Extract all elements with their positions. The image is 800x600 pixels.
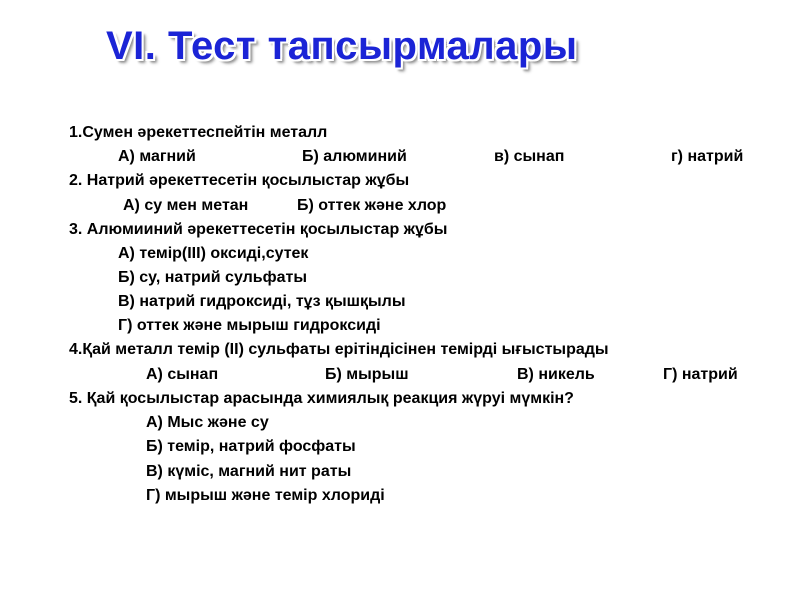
question-1-option-c: в) сынап	[494, 148, 565, 165]
question-2-text: 2. Натрий әрекеттесетін қосылыстар жұбы	[69, 172, 410, 189]
question-3-option-a: А) темір(ІІІ) оксиді,сутек	[118, 245, 309, 262]
question-5-option-a: А) Мыс және су	[146, 414, 269, 431]
question-4-option-c: В) никель	[517, 366, 595, 383]
question-5-option-c: В) күміс, магний нит раты	[146, 463, 352, 480]
question-3-text: 3. Алюмииний әрекеттесетін қосылыстар жұбы	[69, 221, 448, 238]
question-4-option-b: Б) мырыш	[325, 366, 409, 383]
question-4-option-d: Г) натрий	[663, 366, 738, 383]
question-4-option-a: А) сынап	[146, 366, 219, 383]
question-4-text: 4.Қай металл темір (ІІ) сульфаты ерітіндісінен темірді ығыстырады	[69, 341, 609, 358]
question-3-option-c: В) натрий гидроксиді, тұз қышқылы	[118, 293, 406, 310]
question-1-text: 1.Сумен әрекеттеспейтін металл	[69, 124, 328, 141]
question-2-option-a: А) су мен метан	[123, 197, 249, 214]
question-1-option-d: г) натрий	[671, 148, 744, 165]
question-3-option-d: Г) оттек және мырыш гидроксиді	[118, 317, 381, 334]
question-1-option-a: А) магний	[118, 148, 196, 165]
question-5-option-d: Г) мырыш және темір хлориді	[146, 487, 385, 504]
question-5-text: 5. Қай қосылыстар арасында химиялық реакция жүруі мүмкін?	[69, 390, 574, 407]
slide-title: VI. Тест тапсырмалары	[106, 24, 578, 68]
question-3-option-b: Б) су, натрий сульфаты	[118, 269, 308, 286]
question-2-option-b: Б) оттек және хлор	[297, 197, 447, 214]
question-5-option-b: Б) темір, натрий фосфаты	[146, 438, 356, 455]
question-1-option-b: Б) алюминий	[302, 148, 407, 165]
